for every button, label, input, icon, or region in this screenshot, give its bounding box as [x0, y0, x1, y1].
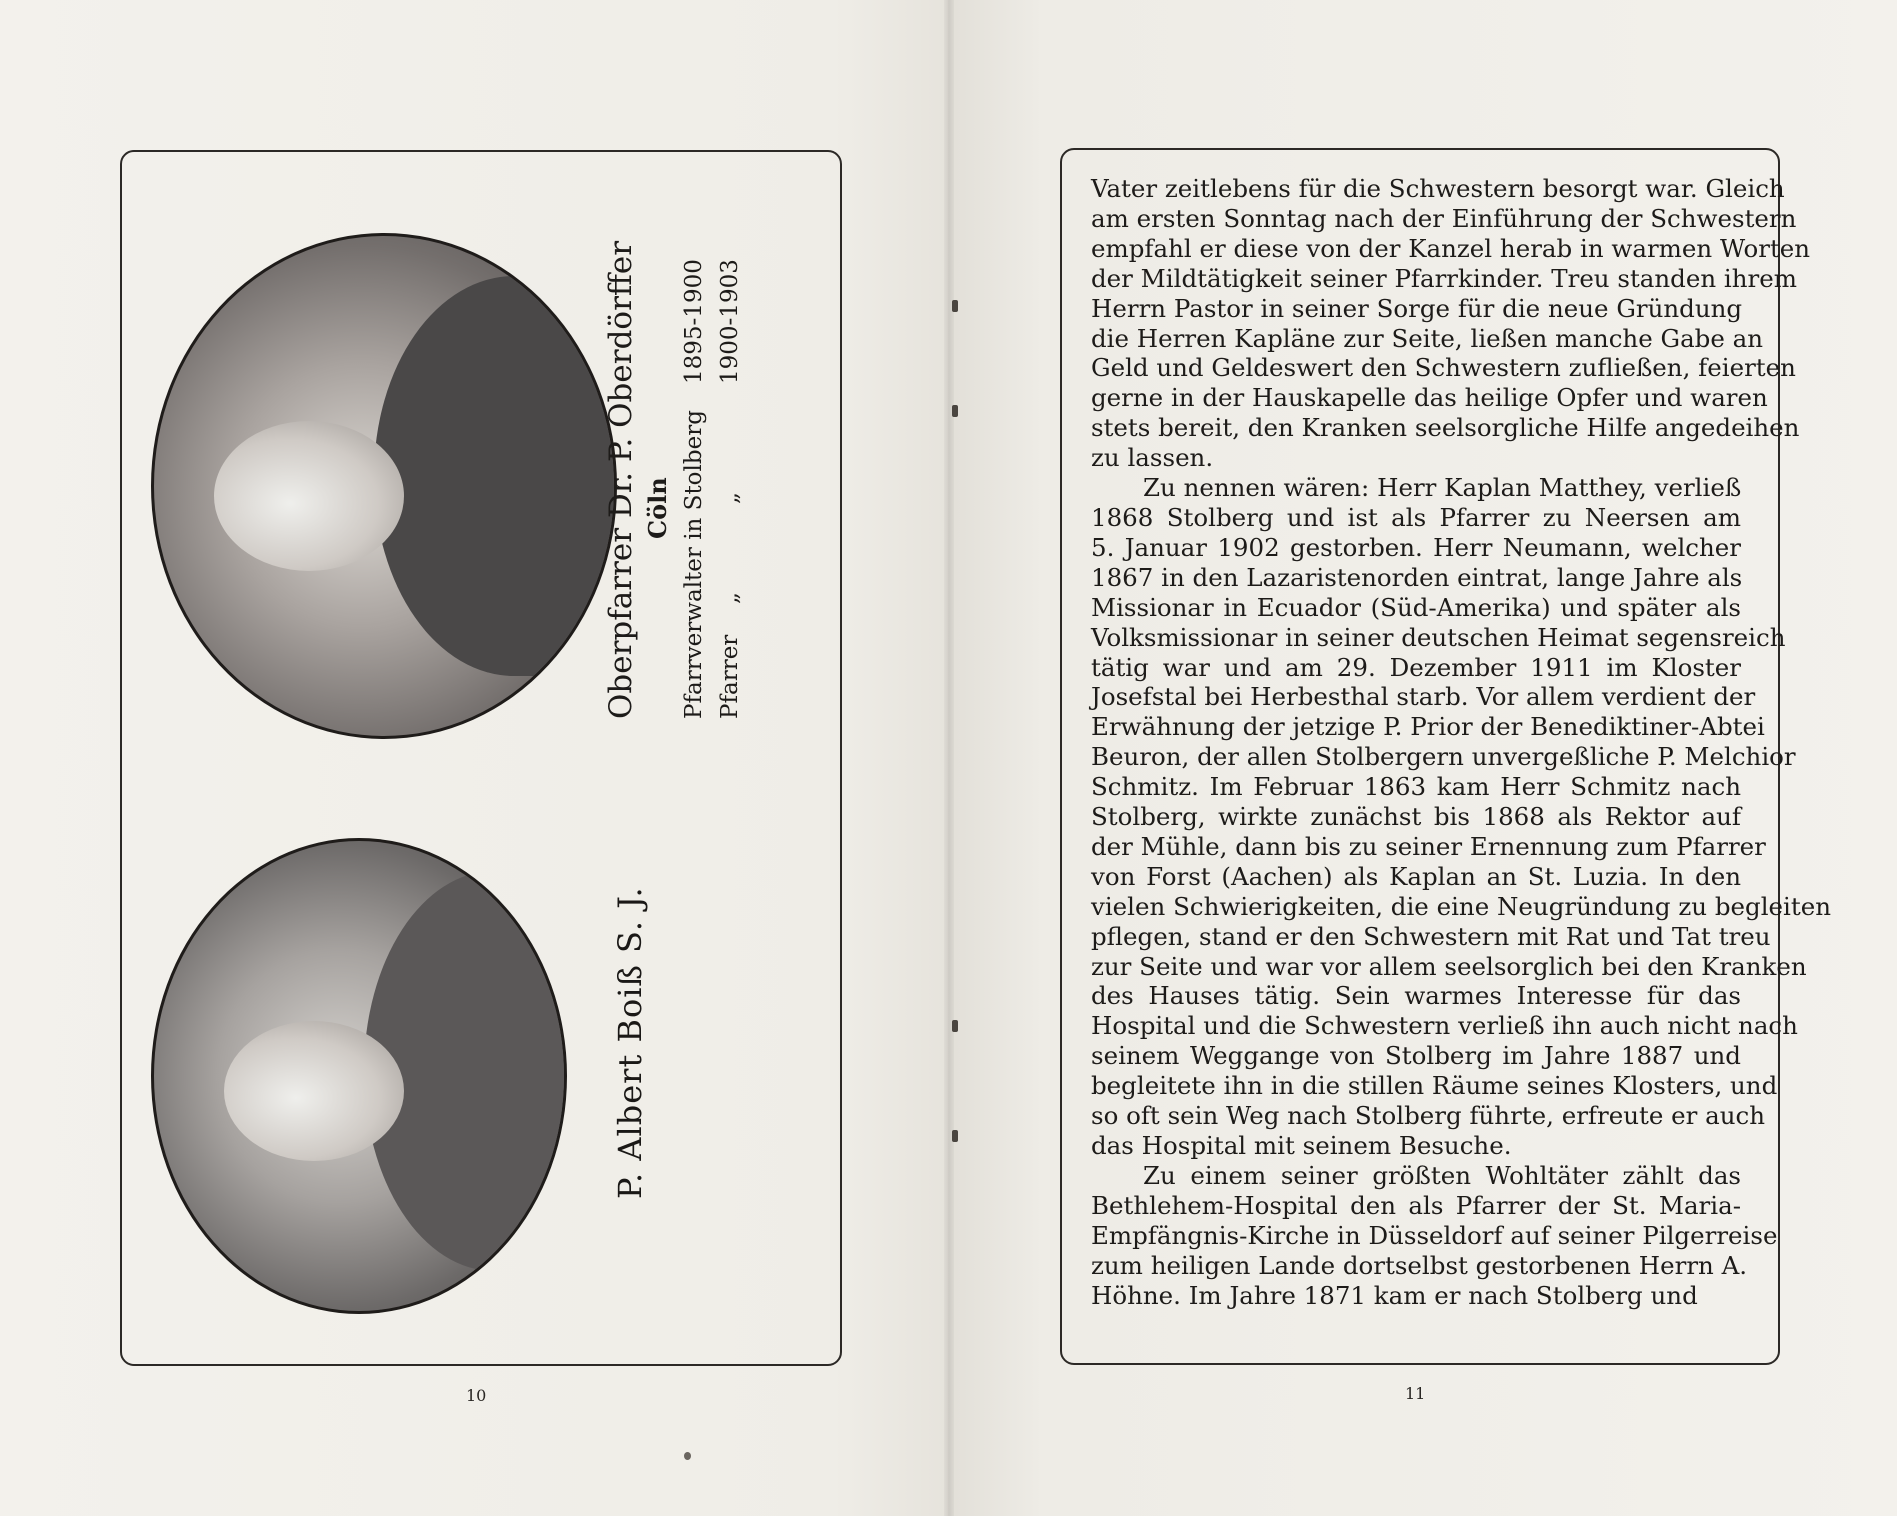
text-line: gerne in der Hauskapelle das heilige Opfer und waren	[1091, 383, 1768, 413]
text-line: 1868 Stolberg und ist als Pfarrer zu Neersen am	[1091, 502, 1741, 532]
text-line: Beuron, der allen Stolbergern unvergeßliche P. Melchior	[1091, 742, 1796, 772]
staple-mark	[952, 1020, 958, 1032]
text-line: 5. Januar 1902 gestorben. Herr Neumann, welcher	[1091, 532, 1741, 562]
portrait-face-shape	[224, 1021, 404, 1161]
staple-mark	[952, 405, 958, 417]
text-line: begleitete ihn in die stillen Räume seines Klosters, und	[1091, 1071, 1778, 1101]
text-line: Josefstal bei Herbesthal starb. Vor allem verdient der	[1091, 682, 1756, 712]
text-line: vielen Schwierigkeiten, die eine Neugründung zu begleiten	[1091, 891, 1832, 921]
staple-mark	[952, 1130, 958, 1142]
text-line: empfahl er diese von der Kanzel herab in warmen Worten	[1091, 233, 1811, 263]
text-line: die Herren Kapläne zur Seite, ließen manche Gabe an	[1091, 323, 1764, 353]
portrait-2-years-1: 1895-1900	[681, 259, 707, 384]
ditto-mark: „	[717, 492, 743, 504]
portrait-2-role-1: Pfarrverwalter in Stolberg	[681, 410, 707, 719]
portrait-face-shape	[214, 421, 404, 571]
text-line: tätig war und am 29. Dezember 1911 im Kloster	[1091, 652, 1741, 682]
portrait-body-shape	[374, 276, 617, 676]
text-line: der Mildtätigkeit seiner Pfarrkinder. Treu standen ihrem	[1091, 263, 1797, 293]
text-line: Bethlehem-Hospital den als Pfarrer der St. Maria-	[1091, 1190, 1741, 1220]
body-text	[1091, 174, 1832, 1310]
text-line: Herrn Pastor in seiner Sorge für die neue Gründung	[1091, 293, 1743, 323]
ditto-mark: „	[717, 592, 743, 604]
text-line: zum heiligen Lande dortselbst gestorbenen Herrn A.	[1091, 1250, 1748, 1280]
text-line: Zu einem seiner größten Wohltäter zählt das	[1143, 1160, 1741, 1190]
text-line: pflegen, stand er den Schwestern mit Rat und Tat treu	[1091, 921, 1771, 951]
text-line: Missionar in Ecuador (Süd-Amerika) und später als	[1091, 592, 1741, 622]
text-line: Volksmissionar in seiner deutschen Heimat segensreich	[1091, 622, 1786, 652]
rotated-portrait-plate	[141, 169, 821, 1349]
text-line: Geld und Geldeswert den Schwestern zufließen, feierten	[1091, 353, 1796, 383]
text-line: Zu nennen wären: Herr Kaplan Matthey, verließ	[1143, 473, 1742, 503]
text-line: Hospital und die Schwestern verließ ihn auch nicht nach	[1091, 1011, 1798, 1041]
paper-speck	[684, 1452, 691, 1460]
text-line: 1867 in den Lazaristenorden eintrat, lange Jahre als	[1091, 562, 1743, 592]
text-line: am ersten Sonntag nach der Einführung der Schwestern	[1091, 203, 1797, 233]
page-number-right: 11	[1405, 1384, 1426, 1403]
portrait-2-role-2: Pfarrer	[717, 634, 743, 719]
portrait-2-city: Cöln	[643, 477, 672, 539]
text-line: zur Seite und war vor allem seelsorglich bei den Kranken	[1091, 951, 1807, 981]
text-line: zu lassen.	[1091, 443, 1214, 473]
page-number-left: 10	[466, 1386, 487, 1405]
text-line: seinem Weggange von Stolberg im Jahre 1887 und	[1091, 1041, 1741, 1071]
portrait-1-caption: P. Albert Boiß S. J.	[611, 886, 649, 1199]
portrait-photo-boiss	[151, 838, 567, 1314]
text-line: Vater zeitlebens für die Schwestern besorgt war. Gleich	[1091, 174, 1785, 203]
text-line: Höhne. Im Jahre 1871 kam er nach Stolberg und	[1091, 1280, 1698, 1310]
text-line: stets bereit, den Kranken seelsorgliche Hilfe angedeihen	[1091, 413, 1800, 443]
text-line: Empfängnis-Kirche in Düsseldorf auf seiner Pilgerreise	[1091, 1220, 1778, 1250]
portrait-photo-oberdoerffer	[151, 233, 617, 739]
text-line: Schmitz. Im Februar 1863 kam Herr Schmitz nach	[1091, 772, 1741, 802]
text-line: Erwähnung der jetzige P. Prior der Benediktiner-Abtei	[1091, 712, 1765, 742]
text-line: so oft sein Weg nach Stolberg führte, erfreute er auch	[1091, 1101, 1765, 1131]
text-line: der Mühle, dann bis zu seiner Ernennung zum Pfarrer	[1091, 831, 1766, 861]
portrait-2-name: Oberpfarrer Dr. P. Oberdörffer	[603, 240, 639, 719]
staple-mark	[952, 300, 958, 312]
text-line: des Hauses tätig. Sein warmes Interesse für das	[1091, 981, 1741, 1011]
portrait-2-years-2: 1900-1903	[717, 259, 743, 384]
book-spine	[944, 0, 954, 1516]
text-line: von Forst (Aachen) als Kaplan an St. Luzia. In den	[1091, 861, 1741, 891]
text-line: Stolberg, wirkte zunächst bis 1868 als Rektor auf	[1091, 802, 1741, 832]
text-line: das Hospital mit seinem Besuche.	[1091, 1131, 1512, 1160]
